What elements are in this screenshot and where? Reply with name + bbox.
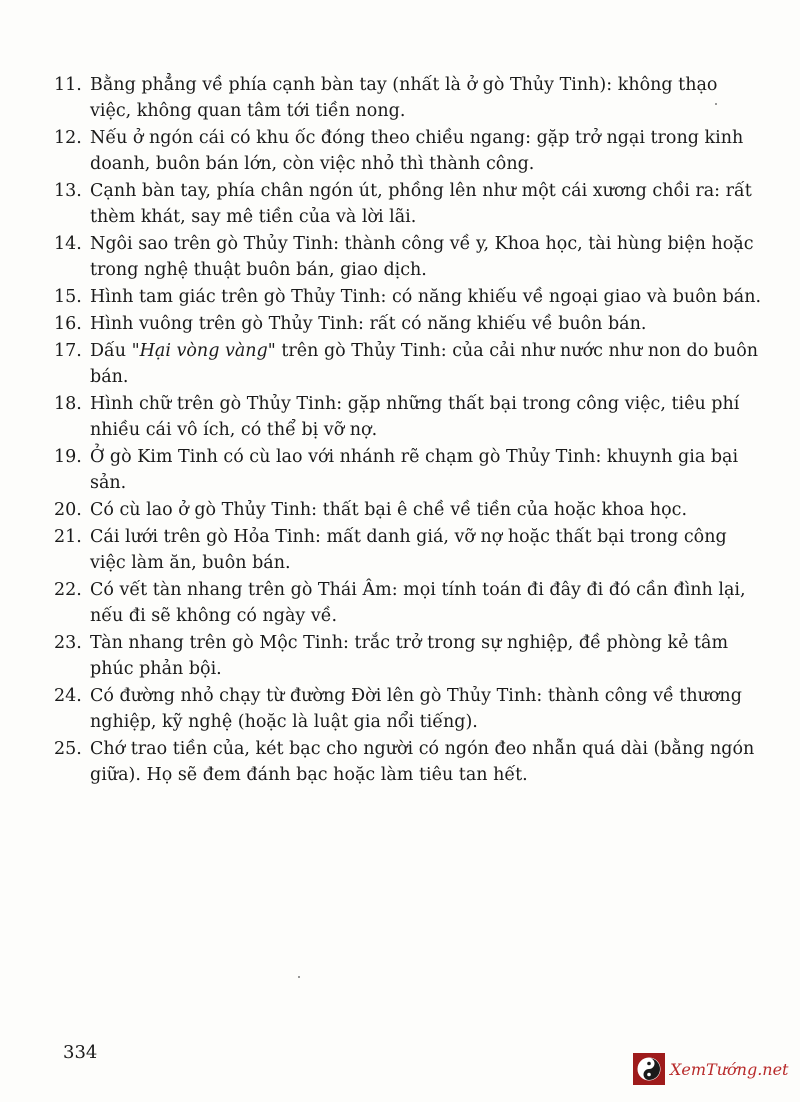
list-item bbox=[54, 577, 762, 629]
item-text: Chớ trao tiền của, két bạc cho người có ngón đeo nhẫn quá dài (bằng ngón giữa). Họ sẽ đem đánh bạc hoặc làm tiêu tan hết. bbox=[90, 739, 755, 785]
item-text: Hình chữ trên gò Thủy Tinh: gặp những thất bại trong công việc, tiêu phí nhiều cái vô ích, có thể bị vỡ nợ. bbox=[90, 394, 740, 440]
list-item bbox=[54, 630, 762, 682]
item-number: 21. bbox=[54, 527, 82, 547]
item-number: 18. bbox=[54, 394, 82, 414]
speck bbox=[715, 103, 717, 105]
list-item bbox=[54, 125, 762, 177]
item-number: 16. bbox=[54, 314, 82, 334]
item-number: 22. bbox=[54, 580, 82, 600]
item-text: Ngôi sao trên gò Thủy Tinh: thành công về y, Khoa học, tài hùng biện hoặc trong nghệ thuật buôn bán, giao dịch. bbox=[90, 234, 754, 280]
item-number: 19. bbox=[54, 447, 82, 467]
list-item bbox=[54, 391, 762, 443]
page-number: 334 bbox=[63, 1042, 98, 1063]
item-text: Cạnh bàn tay, phía chân ngón út, phồng lên như một cái xương chồi ra: rất thèm khát, say mê tiền của và lời lãi. bbox=[90, 181, 752, 227]
speck bbox=[298, 976, 300, 978]
item-text: Có vết tàn nhang trên gò Thái Âm: mọi tính toán đi đây đi đó cần đình lại, nếu đi sẽ không có ngày về. bbox=[90, 580, 746, 626]
list-item bbox=[54, 338, 762, 390]
item-text: Có đường nhỏ chạy từ đường Đời lên gò Thủy Tinh: thành công về thương nghiệp, kỹ nghệ (hoặc là luật gia nổi tiếng). bbox=[90, 686, 742, 732]
item-text: Cái lưới trên gò Hỏa Tinh: mất danh giá, vỡ nợ hoặc thất bại trong công việc làm ăn, buôn bán. bbox=[90, 527, 727, 573]
list-item bbox=[54, 497, 762, 523]
item-text: Nếu ở ngón cái có khu ốc đóng theo chiều ngang: gặp trở ngại trong kinh doanh, buôn bán lớn, còn việc nhỏ thì thành công. bbox=[90, 128, 744, 174]
yin-yang-icon bbox=[633, 1053, 665, 1085]
watermark-text: XemTướng.net bbox=[670, 1059, 789, 1079]
item-list bbox=[54, 72, 762, 789]
item-text-italic: "Hại vòng vàng" bbox=[131, 341, 276, 361]
list-item bbox=[54, 444, 762, 496]
item-number: 14. bbox=[54, 234, 82, 254]
list-item bbox=[54, 231, 762, 283]
item-number: 17. bbox=[54, 341, 82, 361]
item-text: Có cù lao ở gò Thủy Tinh: thất bại ê chề về tiền của hoặc khoa học. bbox=[90, 500, 688, 520]
item-text-before: Dấu bbox=[90, 341, 132, 361]
list-item bbox=[54, 311, 762, 337]
item-number: 15. bbox=[54, 287, 82, 307]
item-number: 25. bbox=[54, 739, 82, 759]
item-text-after: trên gò Thủy Tinh: của cải như nước như non do buôn bán. bbox=[90, 341, 759, 387]
item-text: Ở gò Kim Tinh có cù lao với nhánh rẽ chạm gò Thủy Tinh: khuynh gia bại sản. bbox=[90, 447, 739, 493]
item-number: 20. bbox=[54, 500, 82, 520]
item-text: Hình tam giác trên gò Thủy Tinh: có năng khiếu về ngoại giao và buôn bán. bbox=[90, 287, 762, 307]
list-item bbox=[54, 683, 762, 735]
list-item bbox=[54, 178, 762, 230]
item-number: 13. bbox=[54, 181, 82, 201]
item-number: 12. bbox=[54, 128, 82, 148]
item-text: Hình vuông trên gò Thủy Tinh: rất có năng khiếu về buôn bán. bbox=[90, 314, 647, 334]
item-text: Tàn nhang trên gò Mộc Tinh: trắc trở trong sự nghiệp, đề phòng kẻ tâm phúc phản bội. bbox=[90, 633, 729, 679]
list-item bbox=[54, 524, 762, 576]
item-text bbox=[82, 338, 762, 390]
item-text: Bằng phẳng về phía cạnh bàn tay (nhất là ở gò Thủy Tinh): không thạo việc, không quan tâm tới tiền nong. bbox=[90, 75, 718, 121]
item-number: 24. bbox=[54, 686, 82, 706]
list-item bbox=[54, 284, 762, 310]
watermark-logo bbox=[633, 1052, 793, 1086]
list-item bbox=[54, 736, 762, 788]
item-number: 23. bbox=[54, 633, 82, 653]
item-number: 11. bbox=[54, 75, 82, 95]
list-item bbox=[54, 72, 762, 124]
